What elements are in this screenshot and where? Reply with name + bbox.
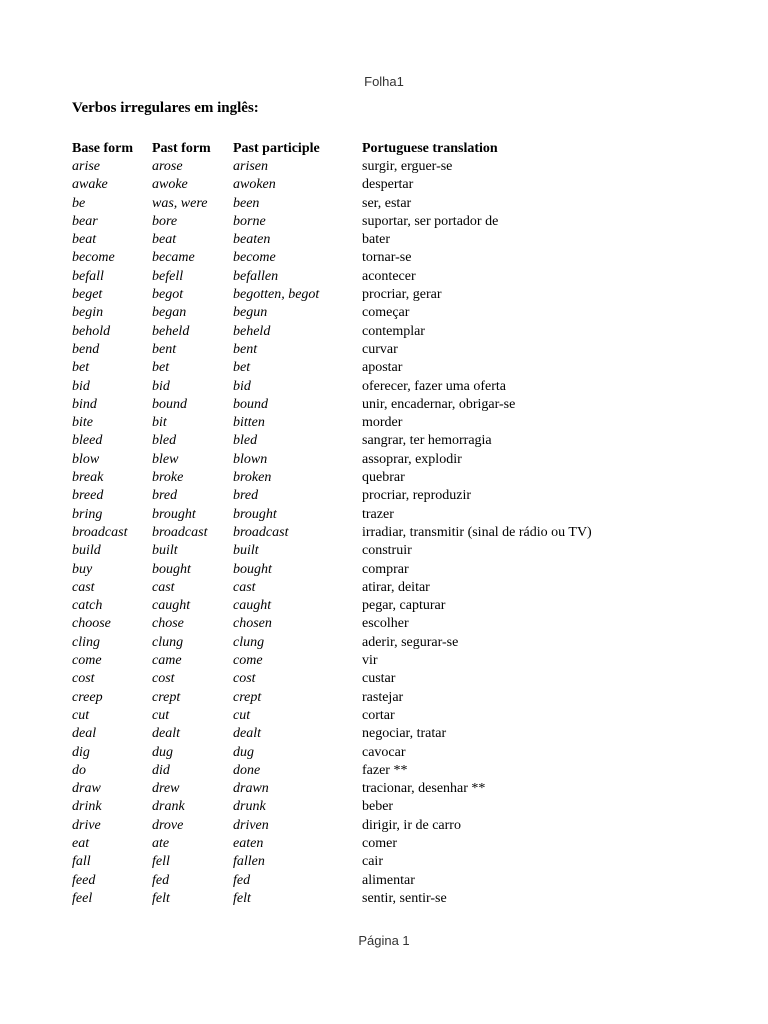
translation-cell: comer [362, 835, 397, 851]
past-form-cell: befell [152, 268, 184, 284]
base-form-cell: do [72, 762, 86, 778]
past-participle-cell: eaten [233, 835, 264, 851]
base-form-cell: beget [72, 287, 103, 303]
past-participle-cell: dealt [233, 726, 261, 742]
translation-cell: vir [362, 653, 378, 669]
base-form-cell: choose [72, 616, 111, 632]
past-participle-cell: cost [233, 671, 256, 687]
translation-cell: acontecer [362, 268, 416, 284]
past-participle-cell: cut [233, 707, 251, 723]
translation-cell: pegar, capturar [362, 598, 446, 614]
translation-cell: tracionar, desenhar ** [362, 781, 486, 797]
column-header-past-form: Past form [152, 141, 211, 156]
past-participle-cell: bought [233, 561, 272, 577]
base-form-cell: fall [72, 854, 91, 870]
past-participle-cell: bid [233, 378, 251, 394]
past-participle-cell: blown [233, 451, 268, 467]
translation-cell: suportar, ser portador de [362, 213, 499, 229]
past-participle-cell: awoken [233, 177, 276, 193]
past-form-cell: became [152, 250, 195, 266]
base-form-cell: catch [72, 598, 103, 614]
past-participle-cell: beaten [233, 232, 271, 248]
past-participle-cell: begun [233, 305, 268, 321]
base-form-cell: bring [72, 506, 103, 522]
page-title: Verbos irregulares em inglês: [72, 100, 259, 116]
base-form-cell: bend [72, 341, 100, 357]
base-form-cell: broadcast [72, 524, 128, 540]
translation-cell: tornar-se [362, 250, 412, 266]
translation-cell: oferecer, fazer uma oferta [362, 378, 506, 394]
past-participle-cell: come [233, 653, 263, 669]
base-form-cell: creep [72, 689, 103, 705]
past-form-cell: bled [152, 433, 177, 449]
base-form-cell: bind [72, 396, 97, 412]
translation-cell: quebrar [362, 470, 405, 486]
base-form-cell: breed [72, 488, 104, 504]
translation-cell: beber [362, 799, 394, 815]
past-form-cell: clung [152, 634, 184, 650]
past-form-cell: bid [152, 378, 170, 394]
past-participle-cell: broken [233, 470, 272, 486]
past-form-cell: drove [152, 817, 184, 833]
page-number: Página 1 [358, 933, 410, 948]
base-form-cell: come [72, 653, 102, 669]
past-participle-cell: broadcast [233, 524, 289, 540]
past-participle-cell: crept [233, 689, 262, 705]
sheet-header: Folha1 [364, 74, 404, 89]
base-form-cell: deal [72, 726, 97, 742]
past-form-cell: bought [152, 561, 191, 577]
base-form-cell: beat [72, 232, 97, 248]
past-participle-cell: arisen [233, 159, 268, 174]
translation-cell: procriar, reproduzir [362, 488, 472, 504]
translation-cell: cortar [362, 707, 395, 723]
translation-cell: curvar [362, 341, 398, 357]
past-form-cell: broke [152, 470, 184, 486]
past-form-cell: fell [152, 854, 170, 870]
translation-cell: aderir, segurar-se [362, 634, 459, 650]
translation-cell: despertar [362, 177, 414, 193]
translation-cell: sangrar, ter hemorragia [362, 433, 492, 449]
translation-cell: fazer ** [362, 762, 408, 778]
past-participle-cell: become [233, 250, 276, 266]
base-form-cell: draw [72, 781, 101, 797]
past-form-cell: built [152, 543, 178, 559]
past-form-cell: drew [152, 781, 180, 797]
past-form-cell: bore [152, 213, 178, 229]
translation-cell: contemplar [362, 323, 425, 339]
past-participle-cell: beheld [233, 323, 271, 339]
base-form-cell: break [72, 470, 104, 486]
past-participle-cell: chosen [233, 616, 272, 632]
base-form-cell: bear [72, 213, 98, 229]
translation-cell: ser, estar [362, 195, 412, 211]
past-participle-cell: dug [233, 744, 254, 760]
translation-cell: negociar, tratar [362, 726, 447, 742]
base-form-cell: cost [72, 671, 95, 687]
past-form-cell: crept [152, 689, 181, 705]
base-form-cell: bite [72, 415, 93, 431]
translation-cell: escolher [362, 616, 409, 632]
past-form-cell: began [152, 305, 187, 321]
base-form-cell: feel [72, 890, 93, 906]
past-form-cell: bred [152, 488, 178, 504]
past-form-cell: bound [152, 396, 187, 412]
base-form-cell: feed [72, 872, 96, 888]
base-form-cell: cling [72, 634, 100, 650]
translation-cell: morder [362, 415, 403, 431]
translation-cell: alimentar [362, 872, 415, 888]
column-header-translation: Portuguese translation [362, 141, 498, 156]
translation-cell: comprar [362, 561, 409, 577]
translation-cell: procriar, gerar [362, 287, 442, 303]
translation-cell: rastejar [362, 689, 404, 705]
translation-cell: assoprar, explodir [362, 451, 462, 467]
column-header-past-participle: Past participle [233, 141, 320, 156]
base-form-cell: cut [72, 707, 90, 723]
translation-cell: surgir, erguer-se [362, 159, 453, 174]
translation-cell: bater [362, 232, 390, 248]
base-form-cell: buy [72, 561, 93, 577]
translation-cell: cavocar [362, 744, 406, 760]
translation-cell: dirigir, ir de carro [362, 817, 461, 833]
past-participle-cell: bled [233, 433, 258, 449]
past-participle-cell: befallen [233, 268, 279, 284]
base-form-cell: dig [72, 744, 90, 760]
base-form-cell: drive [72, 817, 101, 833]
past-form-cell: beheld [152, 323, 190, 339]
base-form-cell: build [72, 543, 101, 559]
past-participle-cell: cast [233, 579, 256, 595]
past-form-cell: dug [152, 744, 173, 760]
translation-cell: unir, encadernar, obrigar-se [362, 396, 516, 412]
past-participle-cell: built [233, 543, 259, 559]
past-form-cell: was, were [152, 195, 208, 211]
past-form-cell: felt [152, 890, 170, 906]
past-participle-cell: borne [233, 213, 266, 229]
past-form-cell: bit [152, 415, 167, 431]
past-form-cell: dealt [152, 726, 180, 742]
base-form-cell: bid [72, 378, 90, 394]
past-participle-cell: bitten [233, 415, 265, 431]
past-form-cell: fed [152, 872, 170, 888]
past-form-cell: ate [152, 835, 170, 851]
base-form-cell: eat [72, 835, 90, 851]
past-participle-cell: bred [233, 488, 259, 504]
past-form-cell: cut [152, 707, 170, 723]
past-participle-cell: begotten, begot [233, 287, 320, 303]
past-participle-cell: driven [233, 817, 269, 833]
translation-cell: começar [362, 305, 410, 321]
past-participle-cell: felt [233, 890, 251, 906]
past-form-cell: begot [152, 287, 184, 303]
past-form-cell: beat [152, 232, 177, 248]
past-participle-cell: bent [233, 341, 258, 357]
base-form-cell: become [72, 250, 115, 266]
base-form-cell: bleed [72, 433, 103, 449]
translation-cell: custar [362, 671, 396, 687]
base-form-cell: befall [72, 268, 104, 284]
past-form-cell: caught [152, 598, 191, 614]
past-form-cell: arose [152, 159, 183, 174]
translation-cell: construir [362, 543, 412, 559]
past-form-cell: came [152, 653, 182, 669]
base-form-cell: begin [72, 305, 104, 321]
past-form-cell: blew [152, 451, 179, 467]
past-participle-cell: done [233, 762, 261, 778]
translation-cell: sentir, sentir-se [362, 890, 447, 906]
base-form-cell: behold [72, 323, 111, 339]
past-participle-cell: brought [233, 506, 277, 522]
past-participle-cell: fallen [233, 854, 265, 870]
past-form-cell: drank [152, 799, 185, 815]
translation-cell: trazer [362, 506, 394, 522]
past-form-cell: chose [152, 616, 184, 632]
column-header-base-form: Base form [72, 141, 134, 156]
past-participle-cell: been [233, 195, 260, 211]
base-form-cell: awake [72, 177, 108, 193]
base-form-cell: arise [72, 159, 100, 174]
past-form-cell: cost [152, 671, 175, 687]
past-participle-cell: bound [233, 396, 268, 412]
past-form-cell: awoke [152, 177, 188, 193]
translation-cell: irradiar, transmitir (sinal de rádio ou TV) [362, 524, 592, 540]
base-form-cell: cast [72, 579, 95, 595]
past-form-cell: bet [152, 360, 170, 376]
past-participle-cell: drawn [233, 781, 269, 797]
past-form-cell: brought [152, 506, 196, 522]
base-form-cell: bet [72, 360, 90, 376]
base-form-cell: blow [72, 451, 100, 467]
past-participle-cell: caught [233, 598, 272, 614]
past-participle-cell: clung [233, 634, 265, 650]
translation-cell: atirar, deitar [362, 579, 430, 595]
past-participle-cell: fed [233, 872, 251, 888]
past-form-cell: broadcast [152, 524, 208, 540]
translation-cell: cair [362, 854, 383, 870]
past-participle-cell: drunk [233, 799, 266, 815]
translation-cell: apostar [362, 360, 403, 376]
past-form-cell: bent [152, 341, 177, 357]
past-form-cell: cast [152, 579, 175, 595]
past-form-cell: did [152, 762, 170, 778]
base-form-cell: drink [72, 799, 102, 815]
base-form-cell: be [72, 195, 86, 211]
past-participle-cell: bet [233, 360, 251, 376]
